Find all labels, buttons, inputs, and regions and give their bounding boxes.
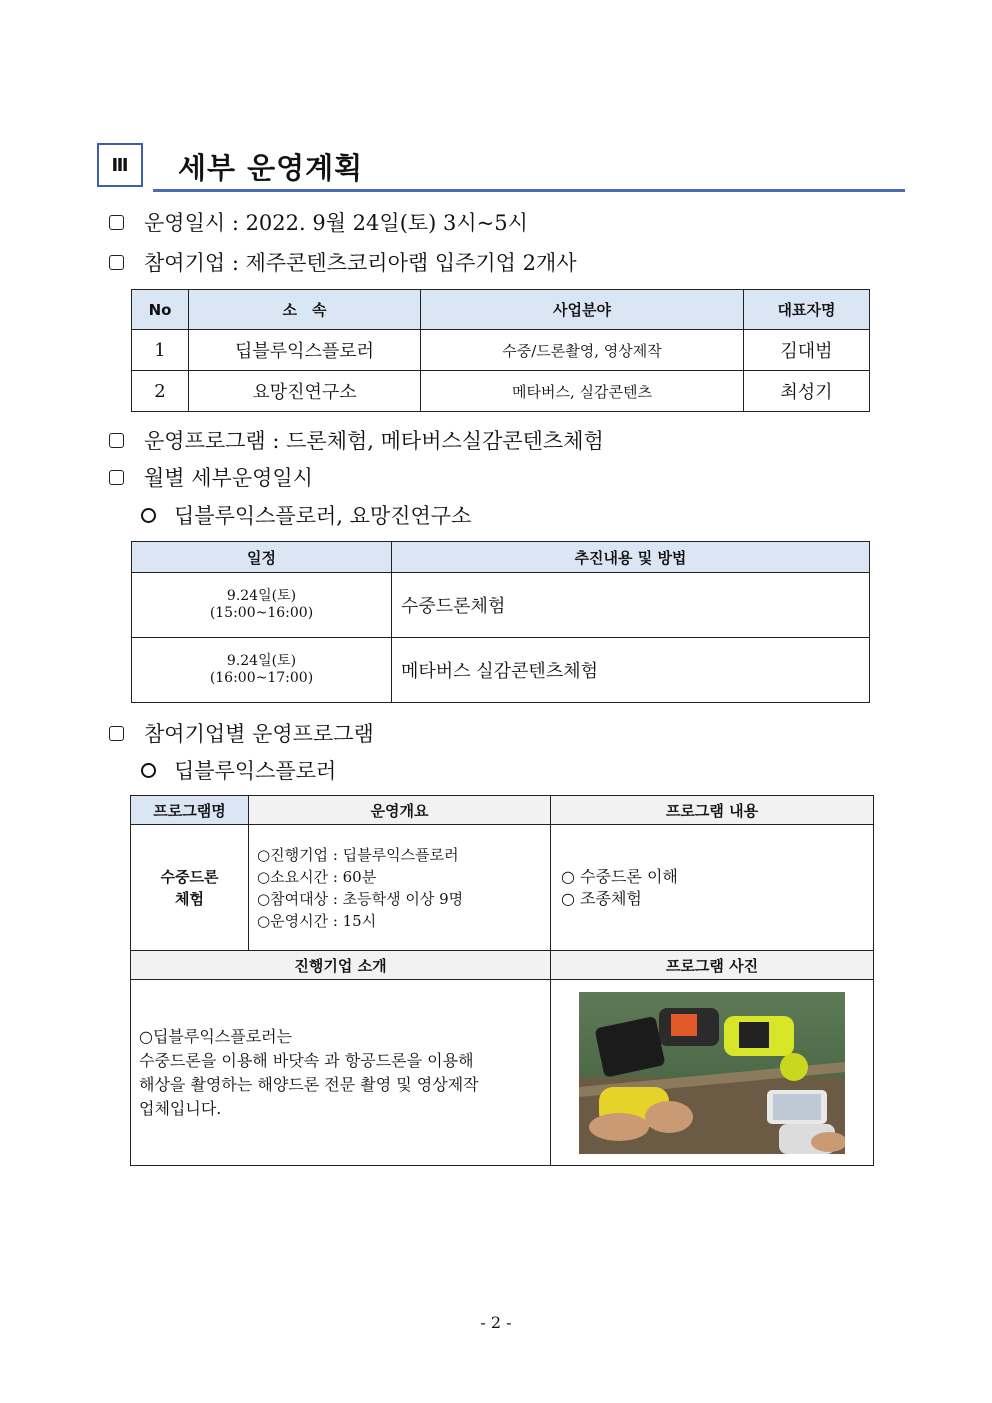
header-schedule: 일정 bbox=[132, 542, 392, 573]
cell-date bbox=[132, 638, 392, 703]
bullet-monthly bbox=[109, 462, 313, 492]
table-row bbox=[132, 638, 870, 703]
cell-company-intro bbox=[131, 980, 551, 1166]
intro-line: 업체입니다. bbox=[139, 1098, 222, 1118]
bullet-schedule-text: 운영일시 : 2022. 9월 24일(토) 3시~5시 bbox=[144, 211, 528, 235]
cell-business-field: 수중/드론촬영, 영상제작 bbox=[421, 330, 744, 371]
cell-representative: 최성기 bbox=[744, 371, 870, 412]
cell-no: 2 bbox=[132, 371, 189, 412]
cell-business-field: 메타버스, 실감콘텐츠 bbox=[421, 371, 744, 412]
cell-no: 1 bbox=[132, 330, 189, 371]
checkbox-square-icon bbox=[109, 215, 124, 230]
bullet-monthly-sub bbox=[141, 500, 471, 530]
overview-line: ○소요시간 : 60분 bbox=[257, 867, 377, 886]
overview-line: ○운영시간 : 15시 bbox=[257, 911, 377, 930]
cell-program-photo bbox=[551, 980, 874, 1166]
header-content-method: 추진내용 및 방법 bbox=[392, 542, 870, 573]
header-no: No bbox=[132, 290, 189, 330]
header-program-name: 프로그램명 bbox=[131, 796, 249, 825]
cell-affiliation: 요망진연구소 bbox=[189, 371, 421, 412]
checkbox-square-icon bbox=[109, 726, 124, 741]
bullet-by-company-sub-text: 딥블루익스플로러 bbox=[174, 759, 337, 783]
table-row bbox=[131, 980, 874, 1166]
bullet-by-company bbox=[109, 718, 374, 748]
section-number-box bbox=[97, 143, 143, 187]
cell-affiliation: 딥블루익스플로러 bbox=[189, 330, 421, 371]
cell-program-content bbox=[551, 825, 874, 951]
cell-content: 메타버스 실감콘텐츠체험 bbox=[392, 638, 870, 703]
section-underline bbox=[153, 189, 905, 192]
overview-line: ○진행기업 : 딥블루익스플로러 bbox=[257, 845, 459, 864]
bullet-by-company-sub bbox=[141, 755, 336, 785]
bullet-monthly-text: 월별 세부운영일시 bbox=[144, 466, 313, 490]
section-title: 세부 운영계획 bbox=[178, 151, 364, 185]
circle-bullet-icon bbox=[141, 763, 156, 778]
bullet-programs bbox=[109, 425, 604, 455]
header-program-content: 프로그램 내용 bbox=[551, 796, 874, 825]
date-text: 9.24일(토) bbox=[226, 588, 297, 604]
program-name-line2: 체험 bbox=[175, 889, 204, 908]
cell-content: 수중드론체험 bbox=[392, 573, 870, 638]
section-numeral: Ⅲ bbox=[111, 154, 129, 176]
table-header-row bbox=[132, 542, 870, 573]
table-header-row bbox=[132, 290, 870, 330]
page-number: - 2 - bbox=[480, 1313, 512, 1332]
intro-line: 해상을 촬영하는 해양드론 전문 촬영 및 영상제작 bbox=[139, 1074, 479, 1094]
bullet-schedule bbox=[109, 207, 528, 237]
cell-date bbox=[132, 573, 392, 638]
overview-line: ○참여대상 : 초등학생 이상 9명 bbox=[257, 889, 464, 908]
bullet-companies-text: 참여기업 : 제주콘텐츠코리아랩 입주기업 2개사 bbox=[144, 251, 577, 275]
bullet-by-company-text: 참여기업별 운영프로그램 bbox=[144, 722, 374, 746]
header-representative: 대표자명 bbox=[744, 290, 870, 330]
header-business-field: 사업분야 bbox=[421, 290, 744, 330]
table-header-row bbox=[131, 796, 874, 825]
checkbox-square-icon bbox=[109, 433, 124, 448]
time-text: (16:00~17:00) bbox=[209, 670, 314, 686]
header-program-photo: 프로그램 사진 bbox=[551, 951, 874, 980]
bullet-programs-text: 운영프로그램 : 드론체험, 메타버스실감콘텐츠체험 bbox=[144, 429, 604, 453]
circle-bullet-icon bbox=[141, 508, 156, 523]
table-row bbox=[131, 825, 874, 951]
underwater-drone-photo bbox=[579, 992, 845, 1154]
table-row bbox=[132, 371, 870, 412]
content-line: ○ 수중드론 이해 bbox=[561, 866, 678, 886]
program-table bbox=[130, 795, 874, 1166]
cell-program-name bbox=[131, 825, 249, 951]
table-row bbox=[132, 330, 870, 371]
content-line: ○ 조종체험 bbox=[561, 888, 642, 908]
company-table bbox=[131, 289, 870, 412]
table-row bbox=[132, 573, 870, 638]
time-text: (15:00~16:00) bbox=[209, 605, 314, 621]
intro-line: 수중드론을 이용해 바닷속 과 항공드론을 이용해 bbox=[139, 1050, 474, 1070]
header-company-intro: 진행기업 소개 bbox=[131, 951, 551, 980]
bullet-companies bbox=[109, 247, 577, 277]
date-text: 9.24일(토) bbox=[226, 653, 297, 669]
header-affiliation: 소 속 bbox=[189, 290, 421, 330]
checkbox-square-icon bbox=[109, 470, 124, 485]
header-overview: 운영개요 bbox=[249, 796, 551, 825]
cell-representative: 김대범 bbox=[744, 330, 870, 371]
cell-overview bbox=[249, 825, 551, 951]
checkbox-square-icon bbox=[109, 255, 124, 270]
schedule-table bbox=[131, 541, 870, 703]
bullet-monthly-sub-text: 딥블루익스플로러, 요망진연구소 bbox=[174, 504, 472, 528]
table-header-row bbox=[131, 951, 874, 980]
intro-line: ○딥블루익스플로러는 bbox=[139, 1026, 293, 1046]
program-name-line1: 수중드론 bbox=[160, 867, 219, 886]
